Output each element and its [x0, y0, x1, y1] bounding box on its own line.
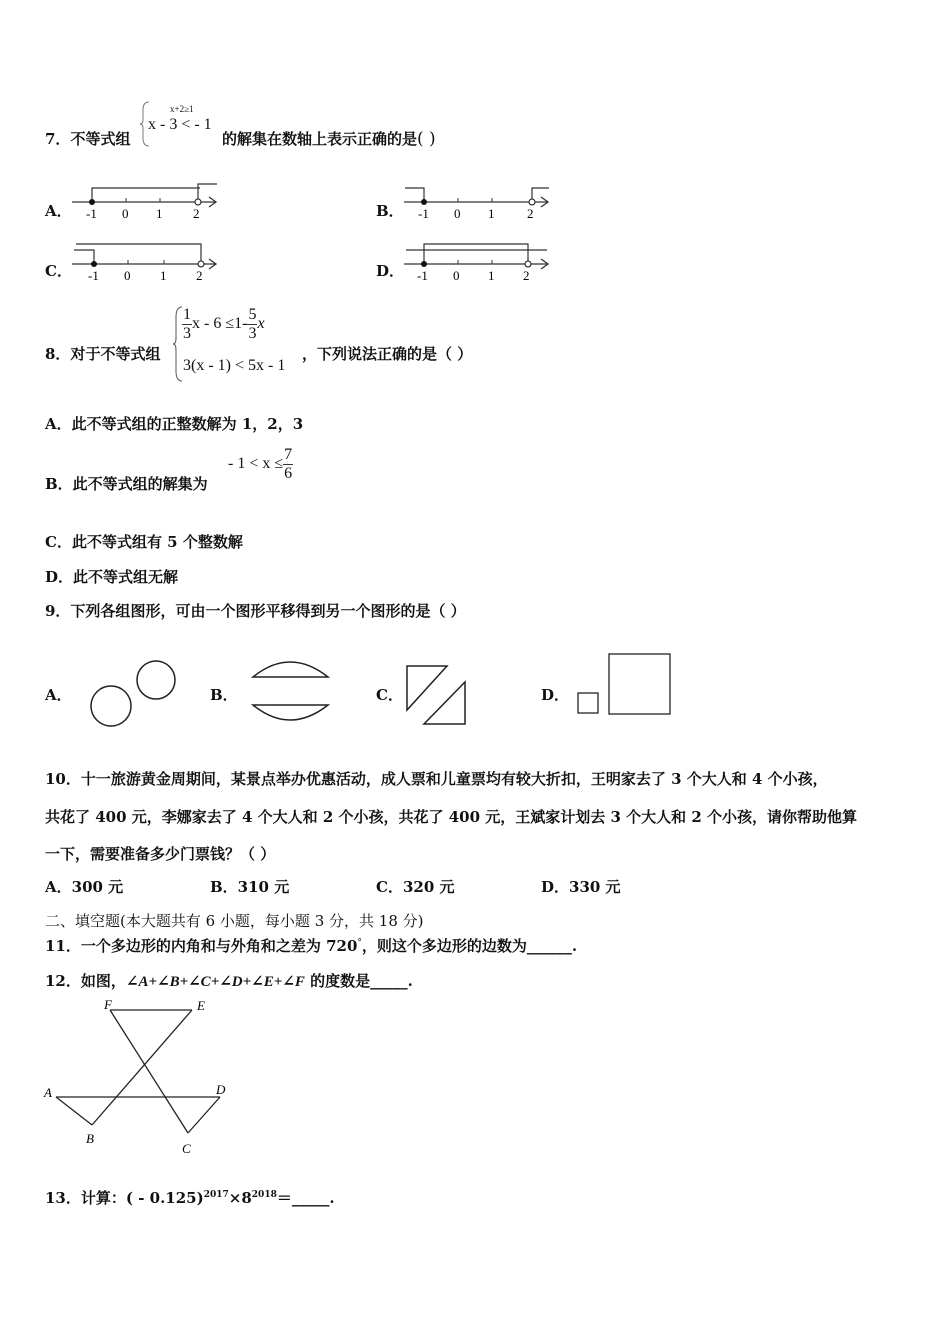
q7-a-solid-point	[89, 199, 95, 205]
q7-option-c-label: C．	[45, 262, 72, 280]
q13-exponent-1: 2017	[203, 1190, 229, 1200]
q9-option-c-label: C．	[376, 686, 403, 704]
q12-point-c: C	[182, 1141, 191, 1156]
q9-figure-c-triangles	[402, 660, 477, 732]
q9-figure-a-circles	[85, 655, 185, 735]
q13-prefix: 13．计算：( - 0.125)	[45, 1189, 204, 1207]
q9-figure-d-squares	[575, 650, 675, 720]
q7-b-tick: -1	[418, 206, 429, 221]
q8-frac2-den: 3	[248, 324, 257, 342]
q7-suffix-text: 的解集在数轴上表示正确的是	[222, 130, 418, 148]
q7-a-tick: -1	[86, 206, 97, 221]
q7-number-line-d	[402, 240, 562, 285]
q8-option-b-frac-den: 6	[284, 464, 293, 482]
q7-d-solid-point	[421, 261, 427, 267]
q12-angle-sum: ∠A+∠B+∠C+∠D+∠E+∠F	[125, 974, 305, 990]
q7-a-tick: 2	[193, 206, 200, 221]
q8-line1	[182, 306, 265, 342]
q8-option-b: B．此不等式组的解集为	[45, 475, 208, 493]
q11-degree: °	[357, 938, 362, 948]
q7-system-top: x+2≥1	[170, 104, 194, 114]
q7-c-solid-point	[91, 261, 97, 267]
section-title: 二、填空题(本大题共有 6 小题，每小题 3 分，共 18 分)	[45, 912, 424, 930]
q7-d-hollow-point	[525, 261, 531, 267]
q7-option-b-label: B．	[376, 202, 404, 220]
q7-option-d-label: D．	[376, 262, 405, 280]
q12-point-f: F	[104, 997, 112, 1012]
q10-line3: 一下，需要准备多少门票钱？（ ）	[45, 845, 276, 863]
q12-point-e: E	[197, 998, 205, 1013]
q8-option-b-inequality: - 1 < x ≤	[228, 454, 284, 472]
q8-line2: 3(x - 1) < 5x - 1	[183, 357, 286, 374]
q12-text	[45, 970, 413, 991]
q8-frac1-num: 1	[183, 306, 191, 323]
q7-option-a-label: A．	[45, 202, 72, 220]
q7-answer-paren: ( )	[417, 129, 436, 149]
q12-figure	[42, 995, 242, 1160]
q7-stem	[45, 128, 130, 149]
q13-text	[45, 1187, 335, 1208]
q7-number-line-c	[70, 240, 230, 285]
q7-number-line-a	[70, 180, 230, 225]
q8-option-d: D．此不等式组无解	[45, 568, 179, 586]
q7-prefix: 不等式组	[70, 130, 131, 148]
q10-option-c: C．320 元	[376, 878, 455, 896]
q7-c-tick: 0	[124, 268, 131, 283]
q11-main: 11．一个多边形的内角和与外角和之差为 720	[45, 937, 358, 955]
q8-line1-end: x	[257, 314, 265, 332]
q7-number-line-b	[402, 180, 562, 225]
q11-text	[45, 935, 577, 956]
q10-line2: 共花了 400 元，李娜家去了 4 个大人和 2 个小孩，共花了 400 元，王斌家计划去 3 个大人和 2 个小孩，请你帮助他算	[45, 808, 858, 826]
q7-a-tick: 1	[156, 206, 163, 221]
q10-option-d: D．330 元	[541, 878, 621, 896]
q8-stem	[45, 343, 160, 364]
q8-frac1-den: 3	[183, 324, 191, 342]
q10-option-a: A．300 元	[45, 878, 124, 896]
q10-line1: 10．十一旅游黄金周期间，某景点举办优惠活动，成人票和儿童票均有较大折扣，王明家去了 3 个大人和 4 个小孩，	[45, 770, 828, 788]
q8-prefix: 对于不等式组	[70, 345, 161, 363]
q7-b-solid-point	[421, 199, 427, 205]
q13-suffix: ＝_____.	[276, 1189, 335, 1207]
q7-number: 7．	[45, 130, 71, 148]
q7-system-bottom: x - 3 < - 1	[148, 116, 212, 133]
q13-exponent-2: 2018	[251, 1190, 277, 1200]
q7-c-tick: 2	[196, 268, 203, 283]
q7-a-tick: 0	[122, 206, 129, 221]
q12-point-d: D	[216, 1082, 226, 1097]
q12-point-b: B	[86, 1131, 94, 1146]
q11-end: ，则这个多边形的边数为______.	[361, 937, 578, 955]
q9-stem: 9．下列各组图形，可由一个图形平移得到另一个图形的是（ ）	[45, 602, 466, 620]
q7-suffix	[222, 128, 436, 149]
q7-d-tick: 0	[453, 268, 460, 283]
q9-option-d-label: D．	[541, 686, 570, 704]
q7-a-hollow-point	[195, 199, 201, 205]
q13-mid: ×8	[228, 1189, 252, 1207]
q7-d-tick: 1	[488, 268, 495, 283]
q8-option-c: C．此不等式组有 5 个整数解	[45, 533, 243, 551]
q8-option-a: A．此不等式组的正整数解为 1，2，3	[45, 415, 304, 433]
q7-d-tick: 2	[523, 268, 530, 283]
q8-frac2-num: 5	[248, 306, 257, 323]
q7-b-hollow-point	[529, 199, 535, 205]
q9-option-a-label: A．	[45, 686, 72, 704]
q9-figure-b-segments	[248, 655, 338, 730]
q8-option-b-frac-num: 7	[284, 446, 293, 463]
q9-option-b-label: B．	[210, 686, 238, 704]
q8-option-b-math	[228, 446, 293, 482]
q8-number: 8．	[45, 345, 71, 363]
q12-prefix: 12．如图，	[45, 972, 126, 990]
q7-b-tick: 0	[454, 206, 461, 221]
q7-d-tick: -1	[417, 268, 428, 283]
q12-point-a: A	[44, 1085, 52, 1100]
q12-suffix: 的度数是_____.	[304, 972, 413, 990]
q8-suffix: ，下列说法正确的是（ ）	[302, 345, 473, 363]
q7-c-tick: 1	[160, 268, 167, 283]
q10-option-b: B．310 元	[210, 878, 290, 896]
q7-b-tick: 2	[527, 206, 534, 221]
q8-line1-mid: x - 6 ≤1-	[192, 314, 248, 332]
q7-b-tick: 1	[488, 206, 495, 221]
q7-c-tick: -1	[88, 268, 99, 283]
q7-c-hollow-point	[198, 261, 204, 267]
